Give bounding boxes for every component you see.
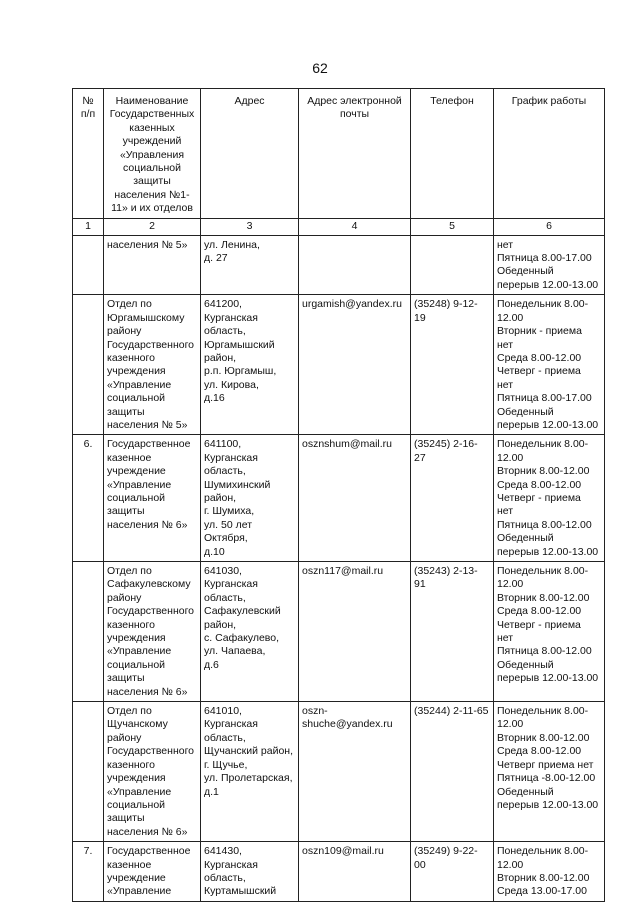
institution-email: osznshum@mail.ru xyxy=(299,435,411,562)
institutions-table xyxy=(72,88,605,902)
page-number: 62 xyxy=(312,60,328,76)
institution-email: oszn- shuche@yandex.ru xyxy=(299,702,411,842)
column-number: 4 xyxy=(299,218,411,235)
institution-email: urgamish@yandex.ru xyxy=(299,295,411,435)
institution-name: населения № 5» xyxy=(104,235,201,295)
institution-name: Отдел по Сафакулевскому району Государственного казенного учреждения «Управление социальной защиты населения № 6» xyxy=(104,562,201,702)
header-cell-schedule: График работы xyxy=(494,89,605,219)
table-row xyxy=(73,562,605,702)
table-header-row xyxy=(73,89,605,219)
table-row xyxy=(73,842,605,902)
institution-schedule: Понедельник 8.00- 12.00 Вторник 8.00-12.00 Среда 13.00-17.00 xyxy=(494,842,605,902)
institution-name: Государственное казенное учреждение «Управление социальной защиты населения № 6» xyxy=(104,435,201,562)
institution-schedule: Понедельник 8.00- 12.00 Вторник - приема нет Среда 8.00-12.00 Четверг - приема нет Пятница 8.00-17.00 Обеденный перерыв 12.00-13.00 xyxy=(494,295,605,435)
row-number xyxy=(73,235,104,295)
table-row xyxy=(73,295,605,435)
institution-phone: (35244) 2-11-65 xyxy=(411,702,494,842)
institution-address: 641100, Курганская область, Шумихинский район, г. Шумиха, ул. 50 лет Октября, д.10 xyxy=(201,435,299,562)
institution-email xyxy=(299,235,411,295)
column-number: 2 xyxy=(104,218,201,235)
institution-schedule: Понедельник 8.00- 12.00 Вторник 8.00-12.00 Среда 8.00-12.00 Четверг приема нет Пятница -8.00-12.00 Обеденный перерыв 12.00-13.00 xyxy=(494,702,605,842)
row-number xyxy=(73,702,104,842)
institution-name: Отдел по Щучанскому району Государственного казенного учреждения «Управление социальной защиты населения № 6» xyxy=(104,702,201,842)
institution-address: 641430, Курганская область, Куртамышский xyxy=(201,842,299,902)
institution-address: ул. Ленина, д. 27 xyxy=(201,235,299,295)
institution-name: Государственное казенное учреждение «Управление xyxy=(104,842,201,902)
header-cell-name: Наименование Государственных казенных учреждений «Управления социальной защиты населения №1- 11» и их отделов xyxy=(104,89,201,219)
institution-phone: (35245) 2-16- 27 xyxy=(411,435,494,562)
institution-address: 641010, Курганская область, Щучанский район, г. Щучье, ул. Пролетарская, д.1 xyxy=(201,702,299,842)
row-number: 7. xyxy=(73,842,104,902)
institution-schedule: нет Пятница 8.00-17.00 Обеденный перерыв 12.00-13.00 xyxy=(494,235,605,295)
institution-name: Отдел по Юргамышскому району Государственного казенного учреждения «Управление социальной защиты населения № 5» xyxy=(104,295,201,435)
table-row xyxy=(73,435,605,562)
institution-phone xyxy=(411,235,494,295)
row-number xyxy=(73,562,104,702)
column-number: 6 xyxy=(494,218,605,235)
institution-schedule: Понедельник 8.00- 12.00 Вторник 8.00-12.00 Среда 8.00-12.00 Четверг - приема нет Пятница 8.00-12.00 Обеденный перерыв 12.00-13.00 xyxy=(494,562,605,702)
table-row xyxy=(73,702,605,842)
column-number: 5 xyxy=(411,218,494,235)
institution-schedule: Понедельник 8.00- 12.00 Вторник 8.00-12.00 Среда 8.00-12.00 Четверг - приема нет Пятница 8.00-12.00 Обеденный перерыв 12.00-13.00 xyxy=(494,435,605,562)
header-cell-number: № п/п xyxy=(73,89,104,219)
column-number: 3 xyxy=(201,218,299,235)
institution-phone: (35243) 2-13- 91 xyxy=(411,562,494,702)
table-row xyxy=(73,235,605,295)
institution-phone: (35248) 9-12- 19 xyxy=(411,295,494,435)
institution-email: oszn109@mail.ru xyxy=(299,842,411,902)
header-cell-phone: Телефон xyxy=(411,89,494,219)
row-number: 6. xyxy=(73,435,104,562)
institution-address: 641200, Курганская область, Юргамышский район, р.п. Юргамыш, ул. Кирова, д.16 xyxy=(201,295,299,435)
header-cell-address: Адрес xyxy=(201,89,299,219)
row-number xyxy=(73,295,104,435)
institution-address: 641030, Курганская область, Сафакулевский район, с. Сафакулево, ул. Чапаева, д.6 xyxy=(201,562,299,702)
institution-phone: (35249) 9-22- 00 xyxy=(411,842,494,902)
institution-email: oszn117@mail.ru xyxy=(299,562,411,702)
column-numbers-row xyxy=(73,218,605,235)
column-number: 1 xyxy=(73,218,104,235)
header-cell-email: Адрес электронной почты xyxy=(299,89,411,219)
